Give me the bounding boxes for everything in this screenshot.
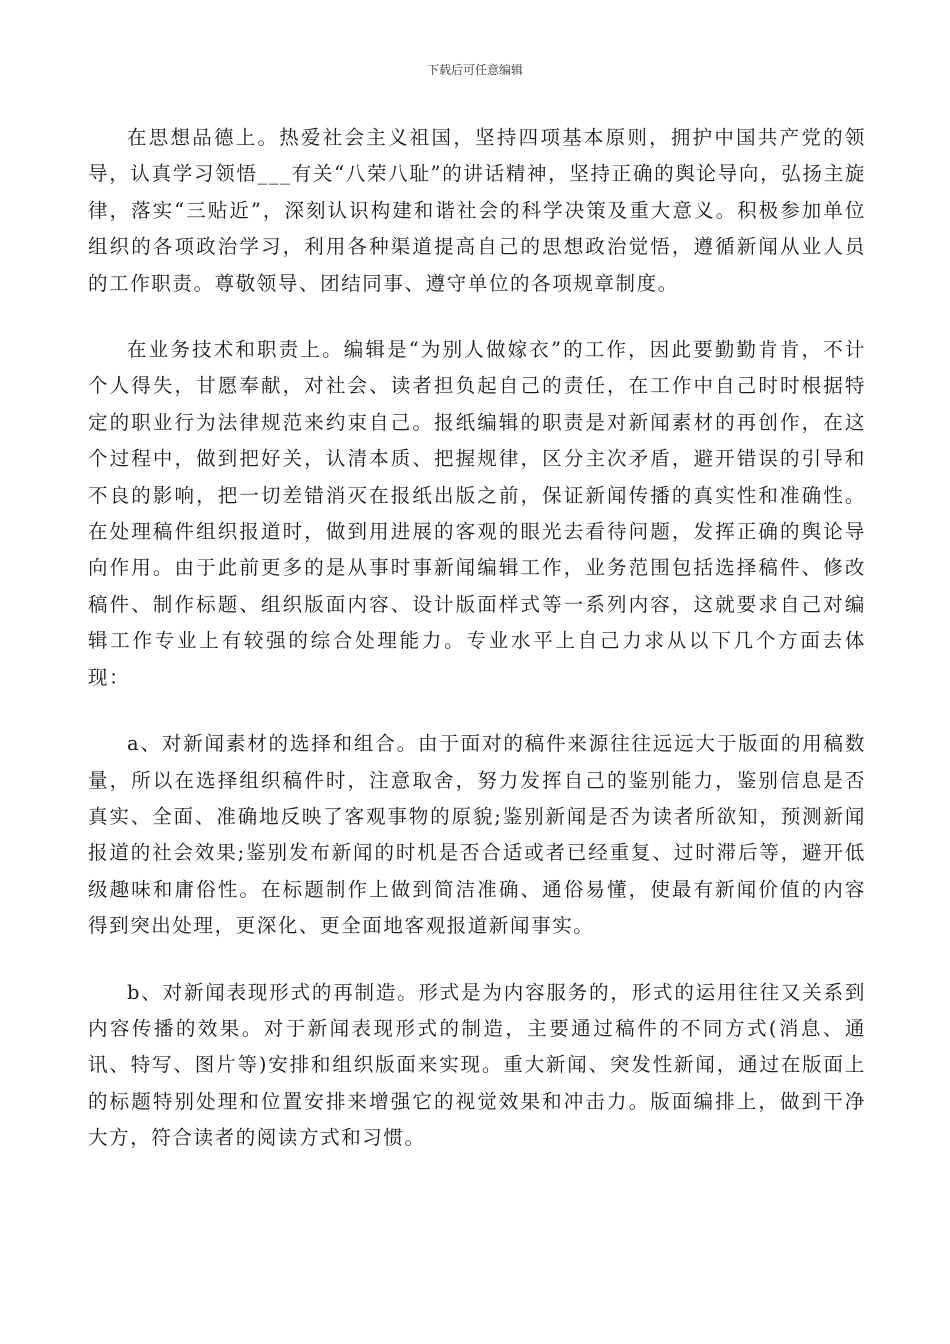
document-body: [88, 120, 866, 1187]
page-header: 下载后可任意编辑: [426, 63, 523, 77]
paragraph-professional-duties: 在业务技术和职责上。编辑是“为别人做嫁衣”的工作，因此要勤勤肯肯，不计个人得失，甘愿奉献，对社会、读者担负起自己的责任，在工作中自己时时根据特定的职业行为法律规范来约束自己。报纸编辑的职责是对新闻素材的再创作，在这个过程中，做到把好关，认清本质、把握规律，区分主次矛盾，避开错误的引导和不良的影响，把一切差错消灭在报纸出版之前，保证新闻传播的真实性和准确性。在处理稿件组织报道时，做到用进展的客观的眼光去看待问题，发挥正确的舆论导向作用。由于此前更多的是从事时事新闻编辑工作，业务范围包括选择稿件、修改稿件、制作标题、组织版面内容、设计版面样式等一系列内容，这就要求自己对编辑工作专业上有较强的综合处理能力。专业水平上自己力求从以下几个方面去体现：: [88, 338, 866, 689]
paragraph-news-selection: a、对新闻素材的选择和组合。由于面对的稿件来源往往远远大于版面的用稿数量，所以在选择组织稿件时，注意取舍，努力发挥自己的鉴别能力，鉴别信息是否真实、全面、准确地反映了客观事物的原貌;鉴别新闻是否为读者所欲知，预测新闻报道的社会效果;鉴别发布新闻的时机是否合适或者已经重复、过时滞后等，避开低级趣味和庸俗性。在标题制作上做到简洁准确、通俗易懂，使最有新闻价值的内容得到突出处理，更深化、更全面地客观报道新闻事实。: [88, 732, 866, 938]
paragraph-ideology: 在思想品德上。热爱社会主义祖国，坚持四项基本原则，拥护中国共产党的领导，认真学习领悟___有关“八荣八耻”的讲话精神，坚持正确的舆论导向，弘扬主旋律，落实“三贴近”，深刻认识构建和谐社会的科学决策及重大意义。积极参加单位组织的各项政治学习，利用各种渠道提高自己的思想政治觉悟，遵循新闻从业人员的工作职责。尊敬领导、团结同事、遵守单位的各项规章制度。: [88, 126, 866, 295]
paragraph-news-presentation: b、对新闻表现形式的再制造。形式是为内容服务的，形式的运用往往又关系到内容传播的效果。对于新闻表现形式的制造，主要通过稿件的不同方式(消息、通讯、特写、图片等)安排和组织版面来实现。重大新闻、突发性新闻，通过在版面上的标题特别处理和位置安排来增强它的视觉效果和冲击力。版面编排上，做到干净大方，符合读者的阅读方式和习惯。: [88, 980, 866, 1150]
